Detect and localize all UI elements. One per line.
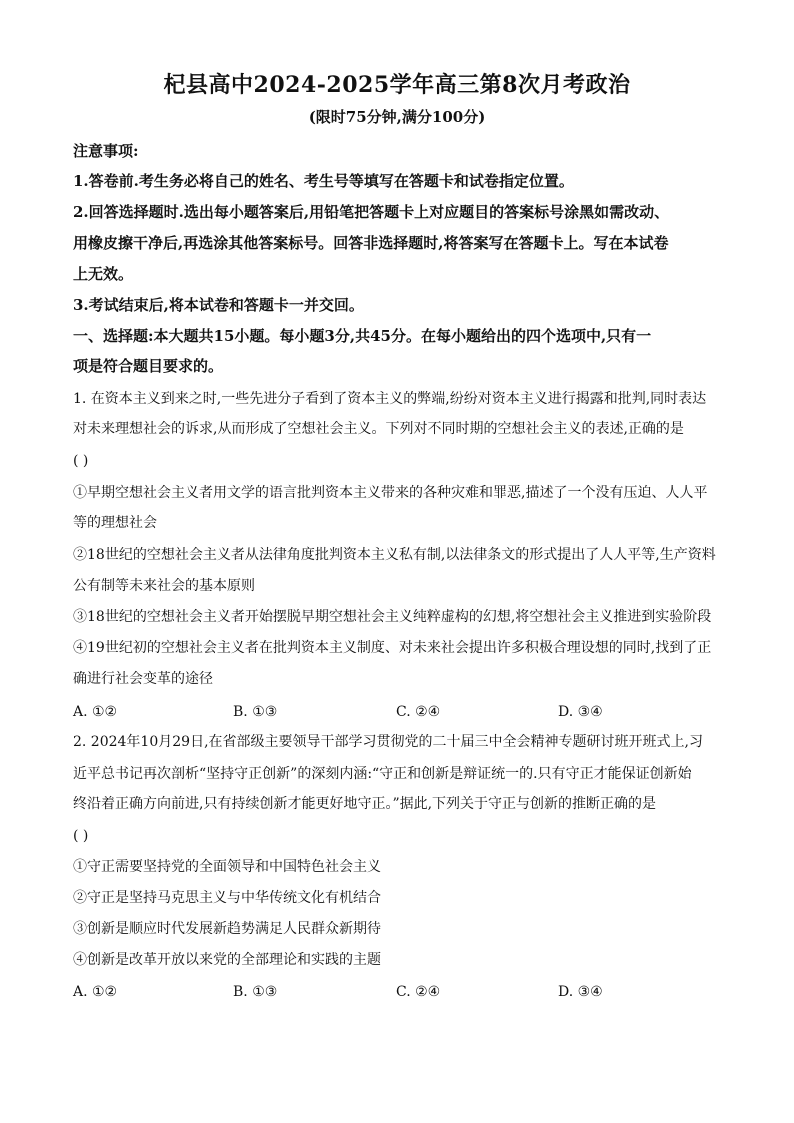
question-1-option-d: D. ③④ xyxy=(558,704,603,720)
question-2-statement: ①守正需要坚持党的全面领导和中国特色社会主义 xyxy=(73,859,381,875)
question-1-option-c: C. ②④ xyxy=(396,704,441,720)
notes-heading: 注意事项: xyxy=(73,142,139,160)
question-2-option-b: B. ①③ xyxy=(233,984,278,1000)
notes-line: 3.考试结束后,将本试卷和答题卡一并交回。 xyxy=(73,296,364,314)
question-1-statement: ②18世纪的空想社会主义者从法律角度批判资本主义私有制,以法律条文的形式提出了人人平等,生产资料 xyxy=(73,547,716,563)
question-2-statement: ③创新是顺应时代发展新趋势满足人民群众新期待 xyxy=(73,921,381,937)
question-1-text: 1. 在资本主义到来之时,一些先进分子看到了资本主义的弊端,纷纷对资本主义进行揭露和批判,同时表达 xyxy=(73,391,707,407)
question-2-statement: ④创新是改革开放以来党的全部理论和实践的主题 xyxy=(73,952,381,968)
question-2-option-d: D. ③④ xyxy=(558,984,603,1000)
answer-bracket: ( ) xyxy=(73,828,89,844)
question-2-text: 2. 2024年10月29日,在省部级主要领导干部学习贯彻党的二十届三中全会精神专题研讨班开班式上,习 xyxy=(73,734,703,750)
question-1-statement: 等的理想社会 xyxy=(73,515,157,531)
question-2-option-a: A. ①② xyxy=(73,984,118,1000)
question-1-option-a: A. ①② xyxy=(73,704,118,720)
question-2-text: 近平总书记再次剖析“坚持守正创新”的深刻内涵:“守正和创新是辩证统一的.只有守正才能保证创新始 xyxy=(73,766,692,782)
question-1-statement: ①早期空想社会主义者用文学的语言批判资本主义带来的各种灾难和罪恶,描述了一个没有压迫、人人平 xyxy=(73,485,708,501)
question-1-text: 对未来理想社会的诉求,从而形成了空想社会主义。下列对不同时期的空想社会主义的表述,正确的是 xyxy=(73,421,684,437)
question-2-text: 终沿着正确方向前进,只有持续创新才能更好地守正。”据此,下列关于守正与创新的推断正确的是 xyxy=(73,796,657,812)
exam-title: 杞县高中2024-2025学年高三第8次月考政治 xyxy=(163,72,631,98)
section-heading: 一、选择题:本大题共15小题。每小题3分,共45分。在每小题给出的四个选项中,只有一 xyxy=(73,327,652,345)
exam-subtitle: (限时75分钟,满分100分) xyxy=(308,108,486,126)
section-heading: 项是符合题目要求的。 xyxy=(73,357,224,375)
question-2-statement: ②守正是坚持马克思主义与中华传统文化有机结合 xyxy=(73,890,381,906)
answer-bracket: ( ) xyxy=(73,453,89,469)
question-1-statement: 确进行社会变革的途径 xyxy=(73,671,213,687)
notes-line: 2.回答选择题时.选出每小题答案后,用铅笔把答题卡上对应题目的答案标号涂黑如需改动、 xyxy=(73,203,670,221)
question-1-statement: 公有制等未来社会的基本原则 xyxy=(73,578,255,594)
notes-line: 上无效。 xyxy=(73,265,134,283)
notes-line: 用橡皮擦干净后,再选涂其他答案标号。回答非选择题时,将答案写在答题卡上。写在本试卷 xyxy=(73,234,669,252)
question-1-statement: ③18世纪的空想社会主义者开始摆脱早期空想社会主义纯粹虚构的幻想,将空想社会主义推进到实验阶段 xyxy=(73,609,712,625)
question-1-option-b: B. ①③ xyxy=(233,704,278,720)
notes-line: 1.答卷前.考生务必将自己的姓名、考生号等填写在答题卡和试卷指定位置。 xyxy=(73,172,574,190)
question-1-statement: ④19世纪初的空想社会主义者在批判资本主义制度、对未来社会提出许多积极合理设想的同时,找到了正 xyxy=(73,640,712,656)
question-2-option-c: C. ②④ xyxy=(396,984,441,1000)
